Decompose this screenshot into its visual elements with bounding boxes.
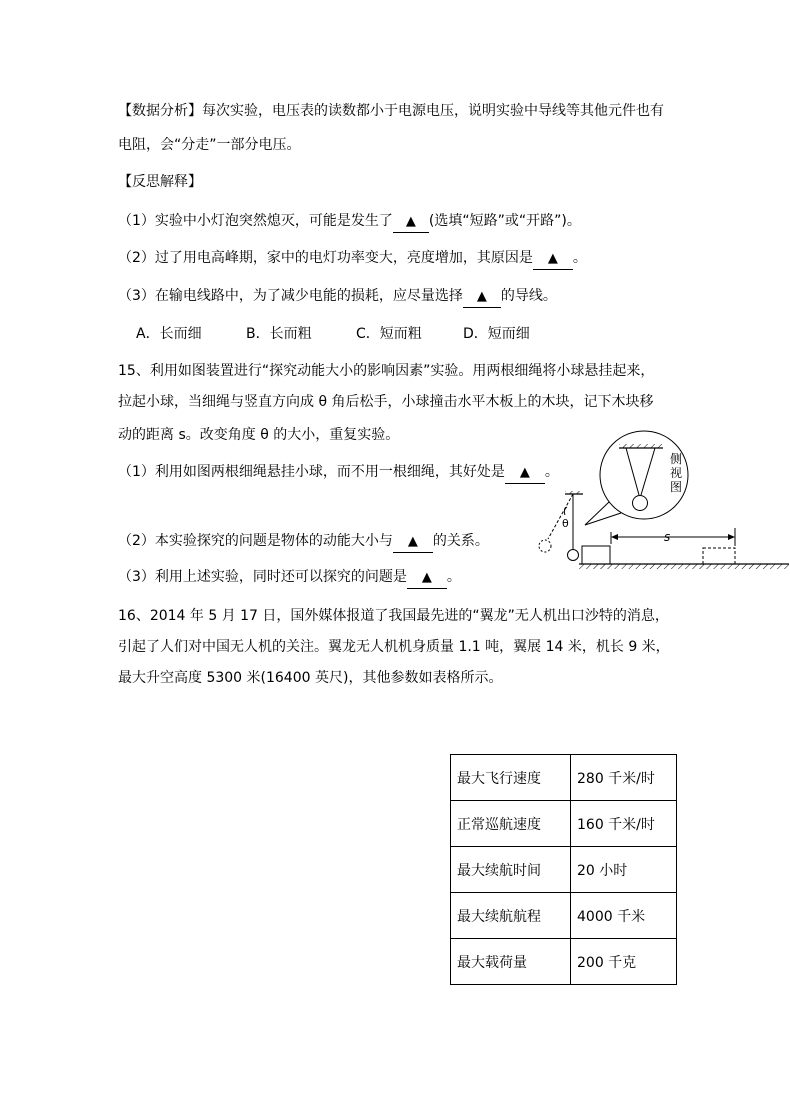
param-value-cell: 200 千克: [571, 939, 677, 985]
q15-p3-text-end: 。: [446, 569, 461, 585]
q2-blank-mark: ▲: [547, 251, 558, 266]
q15-p3-answer-blank[interactable]: [407, 567, 447, 589]
analysis-text-1: 每次实验，电压表的读数都小于电源电压，说明实验中导线等其他元件也有: [202, 103, 664, 119]
q16-line-1: 16、2014 年 5 月 17 日，国外媒体报道了我国最先进的“翼龙”无人机出口沙特的消息，: [118, 608, 669, 624]
param-value-cell: 280 千米/时: [571, 755, 677, 801]
param-value-cell: 160 千米/时: [571, 801, 677, 847]
side-view-label-3: 图: [670, 480, 683, 494]
option-b: B．长而粗: [246, 326, 312, 342]
reflection-q2: [118, 248, 587, 270]
q15-p1-text: （1）利用如图两根细绳悬挂小球，而不用一根细绳，其好处是: [118, 464, 505, 480]
table-row: [451, 801, 677, 847]
q16-line-3: 最大升空高度 5300 米(16400 英尺)，其他参数如表格所示。: [118, 670, 503, 686]
q3-answer-blank[interactable]: [463, 286, 501, 308]
q15-p1-text-end: 。: [544, 464, 559, 480]
option-a: A．长而细: [136, 326, 202, 342]
distance-s-label: s: [664, 530, 671, 544]
q15-line-1: 15、利用如图装置进行“探究动能大小的影响因素”实验。用两根细绳将小球悬挂起来，: [118, 363, 655, 379]
analysis-line-2: [118, 135, 301, 155]
q15-p2-text-end: 的关系。: [432, 533, 489, 549]
side-view-label-2: 视: [670, 466, 683, 480]
theta-label: θ: [562, 517, 569, 530]
analysis-line-1: [118, 101, 664, 121]
q2-text: （2）过了用电高峰期，家中的电灯功率变大，亮度增加，其原因是: [118, 250, 533, 266]
q3-text: （3）在输电线路中，为了减少电能的损耗，应尽量选择: [118, 288, 463, 304]
table-row: [451, 893, 677, 939]
param-name-cell: 最大续航航程: [451, 893, 571, 939]
q15-part-1: [118, 462, 559, 484]
q15-part-3: [118, 567, 461, 589]
analysis-text-2: 电阻，会“分走”一部分电压。: [118, 137, 301, 153]
table-row: [451, 847, 677, 893]
reflection-q1: [118, 211, 581, 233]
q15-p3-text: （3）利用上述实验，同时还可以探究的问题是: [118, 569, 407, 585]
param-value-cell: 20 小时: [571, 847, 677, 893]
reflection-heading: 【反思解释】: [118, 174, 202, 190]
q15-p1-blank-mark: ▲: [519, 465, 530, 480]
q2-answer-blank[interactable]: [533, 248, 573, 270]
param-value-cell: 4000 千米: [571, 893, 677, 939]
table-row: [451, 939, 677, 985]
q15-p2-blank-mark: ▲: [407, 534, 418, 549]
q1-blank-mark: ▲: [405, 214, 416, 229]
reflection-q3: [118, 286, 557, 308]
q16-line-2: 引起了人们对中国无人机的关注。翼龙无人机机身质量 1.1 吨，翼展 14 米，机长 9 米，: [118, 639, 670, 655]
parameter-table-body: [451, 755, 677, 985]
param-name-cell: 最大飞行速度: [451, 755, 571, 801]
q15-part-2: [118, 531, 489, 553]
q3-blank-mark: ▲: [476, 289, 487, 304]
q15-p2-text: （2）本实验探究的问题是物体的动能大小与: [118, 533, 393, 549]
table-row: [451, 755, 677, 801]
side-view-label-1: 侧: [670, 452, 683, 466]
q1-answer-blank[interactable]: [393, 211, 429, 233]
q15-line-2: 拉起小球，当细绳与竖直方向成 θ 角后松手，小球撞击水平木板上的木块，记下木块移: [118, 394, 654, 410]
param-name-cell: 最大载荷量: [451, 939, 571, 985]
q15-line-3: 动的距离 s。改变角度 θ 的大小，重复实验。: [118, 427, 400, 443]
param-name-cell: 最大续航时间: [451, 847, 571, 893]
param-name-cell: 正常巡航速度: [451, 801, 571, 847]
support-stand: [539, 491, 583, 561]
q15-p2-answer-blank[interactable]: [393, 531, 433, 553]
q1-text-end: (选填“短路”或“开路”)。: [428, 213, 581, 229]
board-and-block: [579, 528, 789, 569]
q2-text-end: 。: [572, 250, 587, 266]
pendulum-apparatus-figure: [527, 430, 789, 580]
q1-text: （1）实验中小灯泡突然熄灭，可能是发生了: [118, 213, 393, 229]
q3-text-end: 的导线。: [500, 288, 557, 304]
option-c: C．短而粗: [356, 326, 422, 342]
q15-p3-blank-mark: ▲: [421, 570, 432, 585]
drone-parameter-table: [450, 754, 677, 985]
option-d: D．短而细: [463, 326, 530, 342]
analysis-heading: 【数据分析】: [118, 103, 202, 119]
